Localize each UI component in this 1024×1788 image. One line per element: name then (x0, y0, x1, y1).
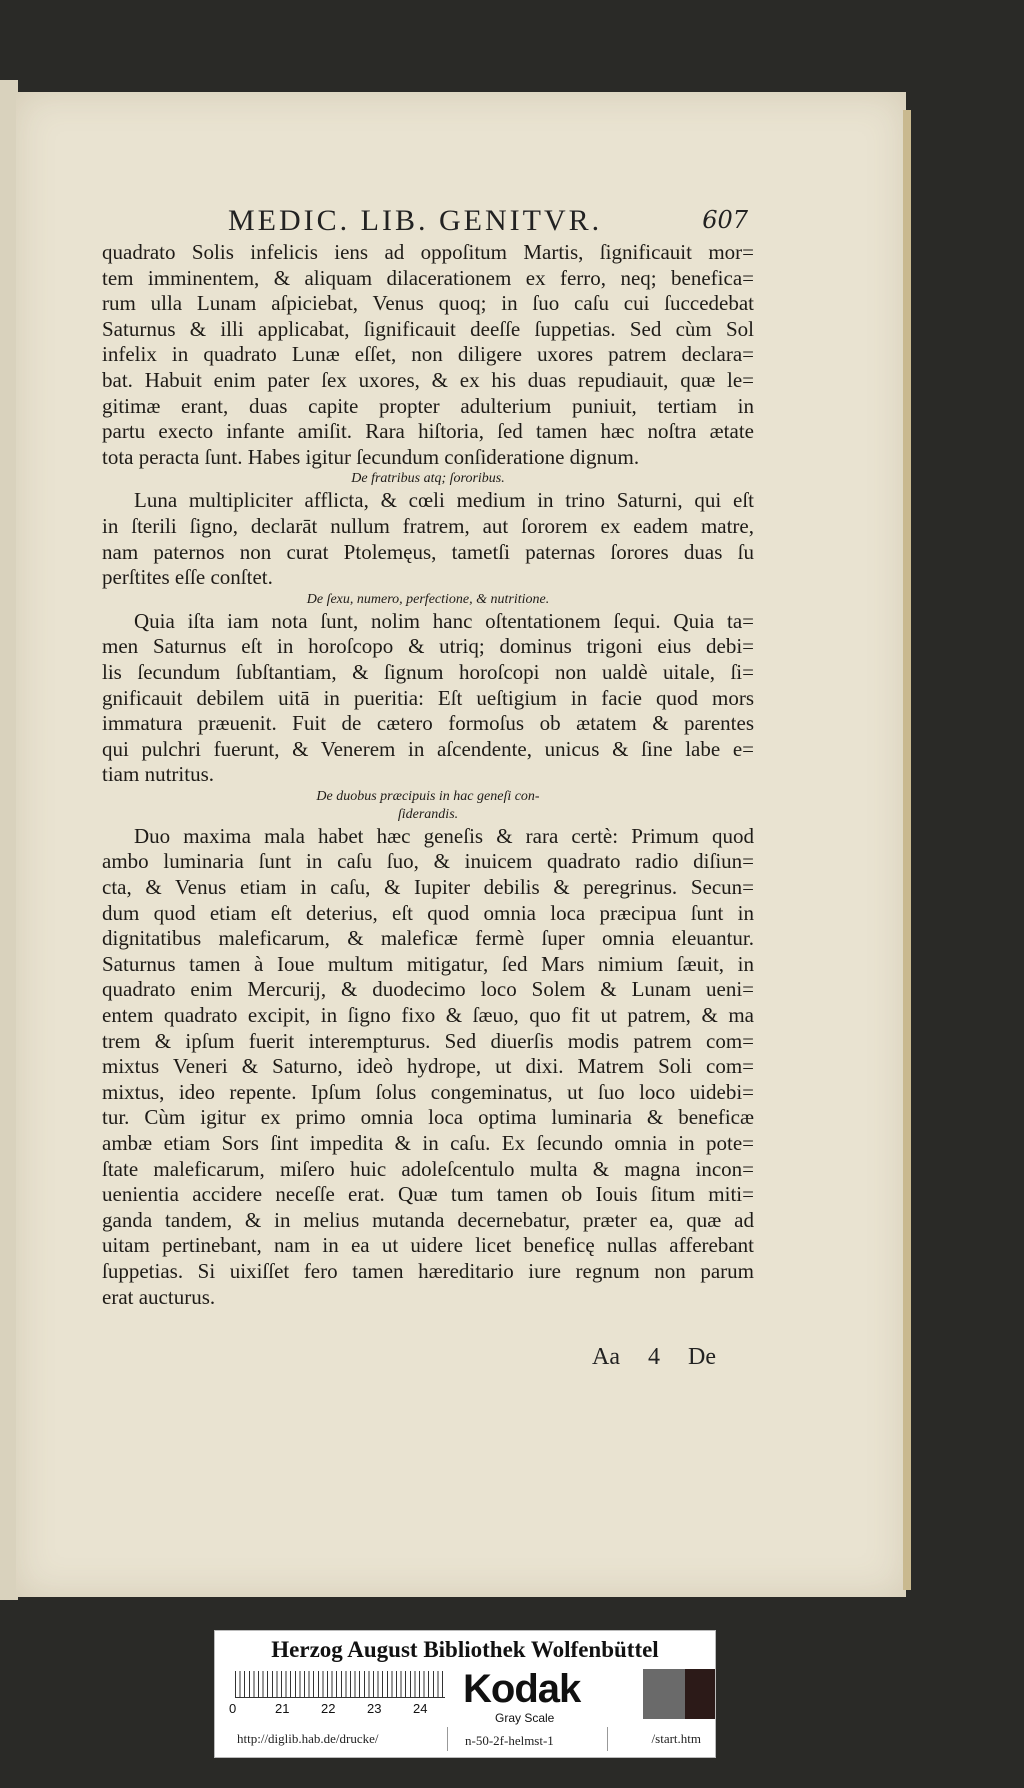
page-edge-strip (903, 110, 911, 1590)
text-line: infelix in quadrato Lunæ eſſet, non diligere uxores patrem declara= (102, 342, 754, 367)
page-header (228, 204, 748, 240)
text-line: rum ulla Lunam aſpiciebat, Venus quoq; in ſuo caſu cui ſuccedebat (102, 291, 754, 316)
text-line: immatura præuenit. Fuit de cætero formoſus ob ætatem & parentes (102, 711, 754, 736)
shelfmark-code: n-50-2f-helmst-1 (465, 1733, 554, 1748)
text-line: men Saturnus eſt in horoſcopo & utriq; dominus trigoni eius debi= (102, 634, 754, 659)
text-line: bat. Habuit enim pater ſex uxores, & ex his duas repudiauit, quæ le= (102, 367, 754, 392)
text-line: Quia iſta iam nota ſunt, nolim hanc oſtentationem ſequi. Quia ta= (134, 608, 754, 633)
ruler-label: 24 (413, 1701, 428, 1716)
text-line: uenientia accidere neceſſe erat. Quæ tum tamen ob Iouis ſitum miti= (102, 1182, 754, 1207)
catchword: De (687, 1344, 716, 1370)
gray-scale-label: Gray Scale (495, 1711, 555, 1725)
kodak-logo: Kodak (463, 1667, 581, 1711)
text-line: nam paternos non curat Ptolemęus, tametſi paternas ſorores duas ſu (102, 539, 754, 564)
signature-number: 4 (647, 1344, 660, 1370)
text-line: qui pulchri fuerunt, & Venerem in aſcendente, unicus & ſine labe e= (102, 736, 754, 761)
text-line: gnificauit debilem uitā in pueritia: Eſt ueſtigium in facie quod mors (102, 685, 754, 710)
divider (607, 1727, 608, 1751)
gray-patch-dark (685, 1669, 715, 1719)
text-line: ſtate maleficarum, miſero huic adoleſcentulo multa & magna incon= (102, 1156, 754, 1181)
ruler-label: 22 (321, 1701, 336, 1716)
library-color-card (214, 1630, 716, 1758)
text-line: uitam pertinebant, nam in ea ut uidere licet beneficę nullas afferebant (102, 1233, 754, 1258)
text-line: mixtus, ideo repente. Ipſum ſolus congeminatus, ut ſuo loco uidebi= (102, 1079, 754, 1104)
section-heading: De ſexu, numero, perfectione, & nutritione. (306, 591, 550, 607)
ruler-baseline (235, 1697, 445, 1698)
section-heading: De duobus præcipuis in hac geneſi con- (316, 788, 540, 804)
text-line: Duo maxima mala habet hæc geneſis & rara certè: Primum quod (134, 823, 754, 848)
text-line: Saturnus tamen à Ioue multum mitigatur, ſed Mars nimium ſæuit, in (102, 951, 754, 976)
start-link: /start.htm (651, 1731, 701, 1746)
text-line: lis ſecundum ſubſtantiam, & ſignum horoſcopi non ualdè uitale, ſi= (102, 659, 754, 684)
text-line: dum quod etiam eſt deterius, eſt quod omnia loca præcipua ſunt in (102, 900, 754, 925)
text-line: ſuppetias. Si uixiſſet fero tamen hæreditario iure regnum non parum (102, 1258, 754, 1283)
divider (447, 1727, 448, 1751)
ruler-label: 21 (275, 1701, 290, 1716)
source-url: http://diglib.hab.de/drucke/ (237, 1731, 379, 1746)
text-line: erat aucturus. (102, 1284, 216, 1309)
text-line: tota peracta ſunt. Habes igitur ſecundum conſideratione dignum. (102, 444, 640, 469)
text-line: tiam nutritus. (102, 762, 214, 787)
catchwords (592, 1344, 738, 1371)
section-heading: ſiderandis. (397, 806, 459, 822)
text-line: Saturnus & illi applicabat, ſignificauit deeſſe ſuppetias. Sed cùm Sol (102, 316, 754, 341)
text-line: quadrato Solis infelicis iens ad oppoſitum Martis, ſignificauit mor= (102, 240, 754, 264)
body-text (102, 240, 754, 1310)
text-line: gitimæ erant, duas capite propter adulterium puniuit, tertiam in (102, 393, 754, 418)
ruler-label: 0 (229, 1701, 237, 1716)
signature-mark: Aa (592, 1344, 620, 1370)
page-number: 607 (702, 206, 748, 234)
text-line: ambo luminaria ſunt in caſu ſuo, & inuicem quadrato radio diſiun= (102, 849, 754, 874)
ruler-label: 23 (367, 1701, 382, 1716)
library-name: Herzog August Bibliothek Wolfenbüttel (271, 1637, 659, 1662)
gray-patch-mid (643, 1669, 685, 1719)
text-line: in ſterili ſigno, declarāt nullum fratrem, aut ſororem ex eadem matre, (102, 513, 754, 538)
text-line: tem imminentem, & aliquam dilacerationem ex ferro, neq; benefica= (102, 265, 754, 290)
text-line: cta, & Venus etiam in caſu, & Iupiter debilis & peregrinus. Secun= (102, 875, 754, 900)
text-line: perſtites eſſe conſtet. (102, 565, 273, 590)
text-line: ambæ etiam Sors ſint impedita & in caſu. Ex ſecundo omnia in pote= (102, 1131, 754, 1155)
text-line: entem quadrato excipit, in ſigno fixo & ſæuo, quo fit ut patrem, & ma (102, 1003, 754, 1028)
text-line: dignitatibus maleficarum, & maleficæ fermè ſuper omnia eleuantur. (102, 926, 754, 951)
text-line: Luna multipliciter afflicta, & cœli medium in trino Saturni, qui eſt (134, 488, 754, 513)
text-line: quadrato enim Mercurij, & duodecimo loco Solem & Lunam ueni= (102, 977, 754, 1002)
running-head: MEDIC. LIB. GENITVR. (228, 204, 603, 237)
ruler-labels (229, 1701, 459, 1716)
text-line: mixtus Veneri & Saturno, ideò hydrope, ut dixi. Matrem Soli com= (102, 1054, 754, 1079)
text-line: tur. Cùm igitur ex primo omnia loca optima luminaria & beneficæ (102, 1105, 754, 1130)
text-line: trem & ipſum fuerit interempturus. Sed diuerſis modis patrem com= (102, 1028, 754, 1053)
text-line: partu execto infante amiſit. Rara hiſtoria, ſed tamen hæc noſtra ætate (102, 419, 754, 444)
text-line: ganda tandem, & in melius mutanda decernebatur, præter ea, quæ ad (102, 1207, 754, 1232)
ruler-scale (235, 1671, 445, 1697)
section-heading: De fratribus atq; ſororibus. (351, 471, 505, 487)
